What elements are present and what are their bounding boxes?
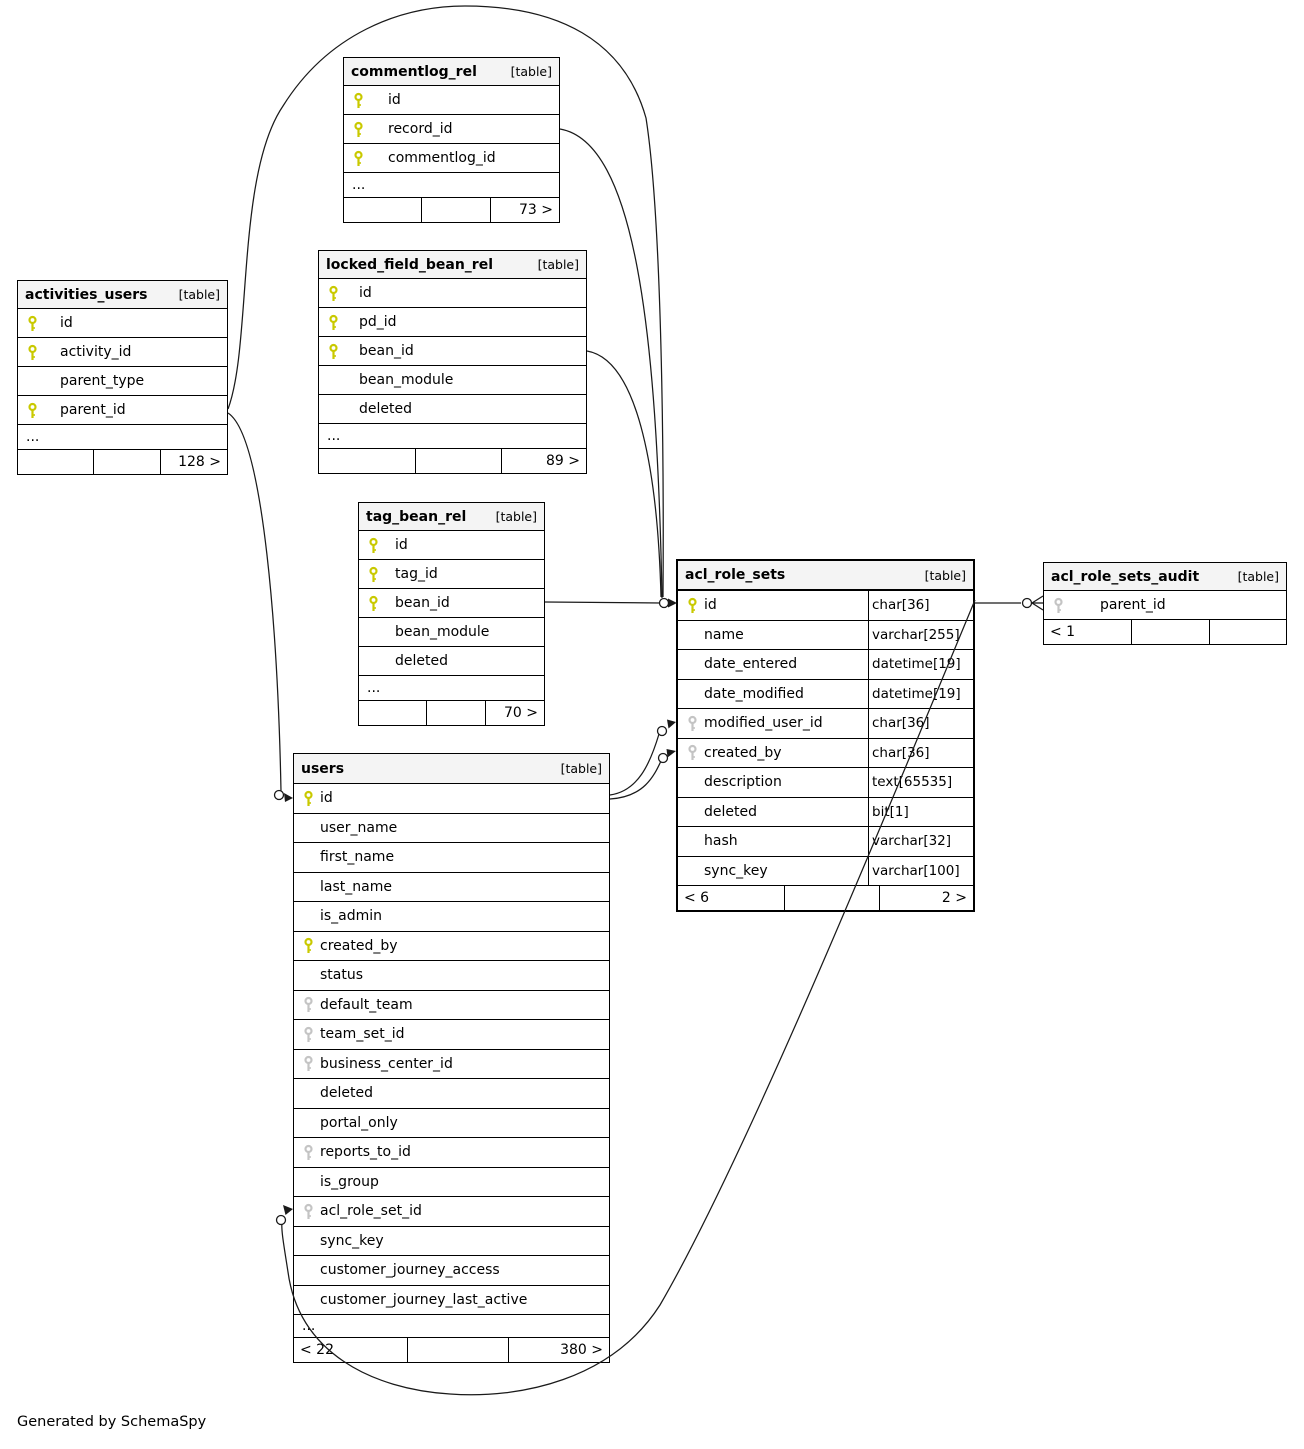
ellipsis-row: ...: [359, 676, 544, 701]
column-type: char[36]: [868, 709, 973, 738]
primary-key-icon: [18, 402, 60, 419]
column-row-business_center_id: [294, 1050, 609, 1080]
footer-left: [319, 449, 415, 473]
column-row-customer_journey_last_active: [294, 1286, 609, 1316]
column-type: varchar[100]: [868, 857, 973, 886]
column-name: customer_journey_last_active: [320, 1291, 528, 1308]
column-name: parent_type: [60, 373, 145, 389]
connector-modified-user-id: [658, 720, 677, 736]
primary-key-icon: [319, 343, 359, 360]
column-row-user_name: [294, 814, 609, 844]
column-name: customer_journey_access: [320, 1262, 500, 1279]
table-name[interactable]: locked_field_bean_rel: [326, 256, 493, 273]
footer-right: 380 >: [508, 1338, 609, 1362]
column-name: user_name: [320, 819, 398, 836]
column-name: sync_key: [704, 862, 768, 879]
primary-key-icon: [359, 566, 395, 583]
column-name: deleted: [359, 401, 412, 417]
column-row-id: [294, 784, 609, 814]
column-row-tag_id: [359, 560, 544, 589]
table-tag: [table]: [537, 257, 579, 272]
connector-audit-parent-id: [1023, 596, 1044, 610]
column-row-deleted: [319, 395, 586, 424]
footer-right: 89 >: [501, 449, 586, 473]
column-row-date_entered: [678, 650, 973, 680]
column-name: id: [359, 285, 372, 301]
connector-acl-role-sets-id: [660, 599, 678, 608]
column-name: default_team: [320, 996, 413, 1013]
primary-key-icon: [344, 92, 388, 109]
table-header-commentlog_rel[interactable]: [344, 58, 559, 86]
table-tag: [table]: [510, 64, 552, 79]
relationship-line-activities-users-to-users: [228, 413, 281, 791]
primary-key-icon: [344, 121, 388, 138]
ellipsis-row: ...: [18, 425, 227, 450]
column-type: char[36]: [868, 591, 973, 620]
table-tag: [table]: [1237, 569, 1279, 584]
column-name: record_id: [388, 121, 453, 137]
footer-center: [415, 449, 500, 473]
column-name: id: [704, 597, 717, 614]
footer-right: 2 >: [879, 886, 973, 910]
column-type: varchar[32]: [868, 827, 973, 856]
table-acl_role_sets: [676, 559, 975, 912]
connector-users-id: [275, 791, 294, 803]
primary-key-icon: [344, 150, 388, 167]
column-row-portal_only: [294, 1109, 609, 1139]
table-tag: [table]: [178, 287, 220, 302]
column-row-description: [678, 768, 973, 798]
ellipsis-row: ...: [294, 1315, 609, 1338]
column-name: bean_module: [395, 624, 490, 640]
column-row-bean_id: [359, 589, 544, 618]
column-name: bean_id: [359, 343, 414, 359]
column-row-sync_key: [294, 1227, 609, 1257]
column-row-last_name: [294, 873, 609, 903]
column-name: deleted: [395, 653, 448, 669]
foreign-key-icon: [294, 1144, 320, 1161]
column-row-deleted: [359, 647, 544, 676]
footer-center: [93, 450, 160, 474]
column-row-is_group: [294, 1168, 609, 1198]
column-row-commentlog_id: [344, 144, 559, 173]
table-header-locked_field_bean_rel[interactable]: [319, 251, 586, 279]
footer-center: [421, 198, 490, 222]
table-header-tag_bean_rel[interactable]: [359, 503, 544, 531]
column-name: bean_id: [395, 595, 450, 611]
column-name: bean_module: [359, 372, 454, 388]
table-footer: [359, 701, 544, 725]
table-header-acl_role_sets_audit[interactable]: [1044, 563, 1286, 591]
ellipsis-row: ...: [319, 424, 586, 449]
footer-right: 128 >: [160, 450, 227, 474]
column-row-modified_user_id: [678, 709, 973, 739]
primary-key-icon: [294, 937, 320, 954]
column-name: first_name: [320, 849, 395, 866]
column-row-name: [678, 621, 973, 651]
table-name[interactable]: activities_users: [25, 286, 148, 303]
column-row-parent_type: [18, 367, 227, 396]
column-name: portal_only: [320, 1114, 398, 1131]
footer-left: < 22: [300, 1342, 334, 1358]
table-name[interactable]: users: [301, 760, 345, 777]
foreign-key-icon: [294, 996, 320, 1013]
table-tag_bean_rel: [358, 502, 545, 726]
column-name: deleted: [704, 803, 757, 820]
column-row-activity_id: [18, 338, 227, 367]
column-name: last_name: [320, 878, 392, 895]
column-type: char[36]: [868, 739, 973, 768]
ellipsis-row: ...: [344, 173, 559, 198]
column-name: date_entered: [704, 656, 798, 673]
table-footer: [1044, 620, 1286, 644]
footer-left: [344, 198, 421, 222]
table-commentlog_rel: [343, 57, 560, 223]
primary-key-icon: [359, 537, 395, 554]
primary-key-icon: [18, 344, 60, 361]
connector-created-by: [659, 749, 677, 763]
column-name: is_admin: [320, 908, 383, 925]
column-type: bit[1]: [868, 798, 973, 827]
generator-note: Generated by SchemaSpy: [17, 1414, 207, 1430]
primary-key-icon: [294, 790, 320, 807]
column-row-bean_module: [319, 366, 586, 395]
column-row-pd_id: [319, 308, 586, 337]
column-name: date_modified: [704, 685, 804, 702]
column-row-created_by: [294, 932, 609, 962]
footer-right: 73 >: [490, 198, 559, 222]
column-name: team_set_id: [320, 1026, 405, 1043]
column-row-reports_to_id: [294, 1138, 609, 1168]
column-row-id: [344, 86, 559, 115]
table-footer: [319, 449, 586, 473]
table-footer: [678, 886, 973, 910]
column-name: id: [388, 92, 401, 108]
footer-left: [18, 450, 93, 474]
primary-key-icon: [319, 285, 359, 302]
primary-key-icon: [678, 597, 704, 614]
table-header-activities_users[interactable]: [18, 281, 227, 309]
column-row-record_id: [344, 115, 559, 144]
relationship-line-locked-field-bean-rel-to-acl-role-sets: [587, 351, 661, 597]
table-name[interactable]: commentlog_rel: [351, 63, 477, 80]
footer-center: [784, 886, 878, 910]
column-type: datetime[19]: [868, 650, 973, 679]
table-acl_role_sets_audit: [1043, 562, 1287, 645]
table-name[interactable]: acl_role_sets: [685, 567, 786, 583]
relationship-line-tag-bean-rel-to-acl-role-sets: [545, 602, 661, 603]
table-footer: [18, 450, 227, 474]
column-row-created_by: [678, 739, 973, 769]
column-name: pd_id: [359, 314, 397, 330]
column-row-bean_id: [319, 337, 586, 366]
table-name[interactable]: tag_bean_rel: [366, 508, 467, 525]
table-locked_field_bean_rel: [318, 250, 587, 474]
table-tag: [table]: [560, 761, 602, 776]
footer-center: [1131, 620, 1208, 644]
column-type: datetime[19]: [868, 680, 973, 709]
table-tag: [table]: [924, 567, 966, 583]
table-footer: [344, 198, 559, 222]
column-name: commentlog_id: [388, 150, 496, 166]
column-name: deleted: [320, 1085, 373, 1102]
column-name: created_by: [320, 937, 398, 954]
column-name: is_group: [320, 1173, 379, 1190]
table-activities_users: [17, 280, 228, 475]
primary-key-icon: [319, 314, 359, 331]
footer-right: [1209, 620, 1286, 644]
table-header-users[interactable]: [294, 754, 609, 784]
footer-right: 70 >: [485, 701, 544, 725]
foreign-key-icon: [1044, 597, 1100, 614]
column-row-default_team: [294, 991, 609, 1021]
column-row-parent_id: [1044, 591, 1286, 620]
table-tag: [table]: [495, 509, 537, 524]
foreign-key-icon: [294, 1026, 320, 1043]
primary-key-icon: [18, 315, 60, 332]
column-row-id: [18, 309, 227, 338]
column-name: hash: [704, 833, 738, 850]
column-row-id: [319, 279, 586, 308]
connector-users-acl-role-set-id: [277, 1205, 294, 1225]
column-name: id: [320, 790, 333, 807]
column-row-deleted: [678, 798, 973, 828]
footer-left: < 6: [684, 890, 710, 906]
foreign-key-icon: [678, 715, 704, 732]
column-name: description: [704, 774, 782, 791]
column-row-date_modified: [678, 680, 973, 710]
relationship-line-users-to-created-by: [610, 761, 661, 799]
column-row-acl_role_set_id: [294, 1197, 609, 1227]
column-name: business_center_id: [320, 1055, 453, 1072]
column-name: id: [60, 315, 73, 331]
column-row-bean_module: [359, 618, 544, 647]
column-name: parent_id: [1100, 597, 1166, 613]
foreign-key-icon: [294, 1055, 320, 1072]
column-row-status: [294, 961, 609, 991]
column-row-id: [678, 591, 973, 621]
foreign-key-icon: [294, 1203, 320, 1220]
column-name: tag_id: [395, 566, 438, 582]
column-name: parent_id: [60, 402, 126, 418]
foreign-key-icon: [678, 744, 704, 761]
column-name: status: [320, 967, 364, 984]
column-row-customer_journey_access: [294, 1256, 609, 1286]
column-row-team_set_id: [294, 1020, 609, 1050]
column-name: name: [704, 626, 744, 643]
footer-left: < 1: [1050, 624, 1076, 640]
primary-key-icon: [359, 595, 395, 612]
table-name[interactable]: acl_role_sets_audit: [1051, 568, 1200, 585]
relationship-line-users-to-modified-user-id: [610, 734, 659, 795]
column-name: acl_role_set_id: [320, 1203, 422, 1220]
column-row-is_admin: [294, 902, 609, 932]
column-row-deleted: [294, 1079, 609, 1109]
column-type: text[65535]: [868, 768, 973, 797]
column-name: reports_to_id: [320, 1144, 411, 1161]
footer-center: [407, 1338, 508, 1362]
footer-left: [359, 701, 426, 725]
column-row-id: [359, 531, 544, 560]
column-name: modified_user_id: [704, 715, 823, 732]
column-name: activity_id: [60, 344, 132, 360]
column-row-parent_id: [18, 396, 227, 425]
table-header-acl_role_sets[interactable]: [678, 561, 973, 591]
column-name: created_by: [704, 744, 782, 761]
column-row-first_name: [294, 843, 609, 873]
table-users: [293, 753, 610, 1363]
column-row-sync_key: [678, 857, 973, 887]
column-name: id: [395, 537, 408, 553]
column-row-hash: [678, 827, 973, 857]
column-type: varchar[255]: [868, 621, 973, 650]
table-footer: [294, 1338, 609, 1362]
column-name: sync_key: [320, 1232, 384, 1249]
footer-center: [426, 701, 485, 725]
